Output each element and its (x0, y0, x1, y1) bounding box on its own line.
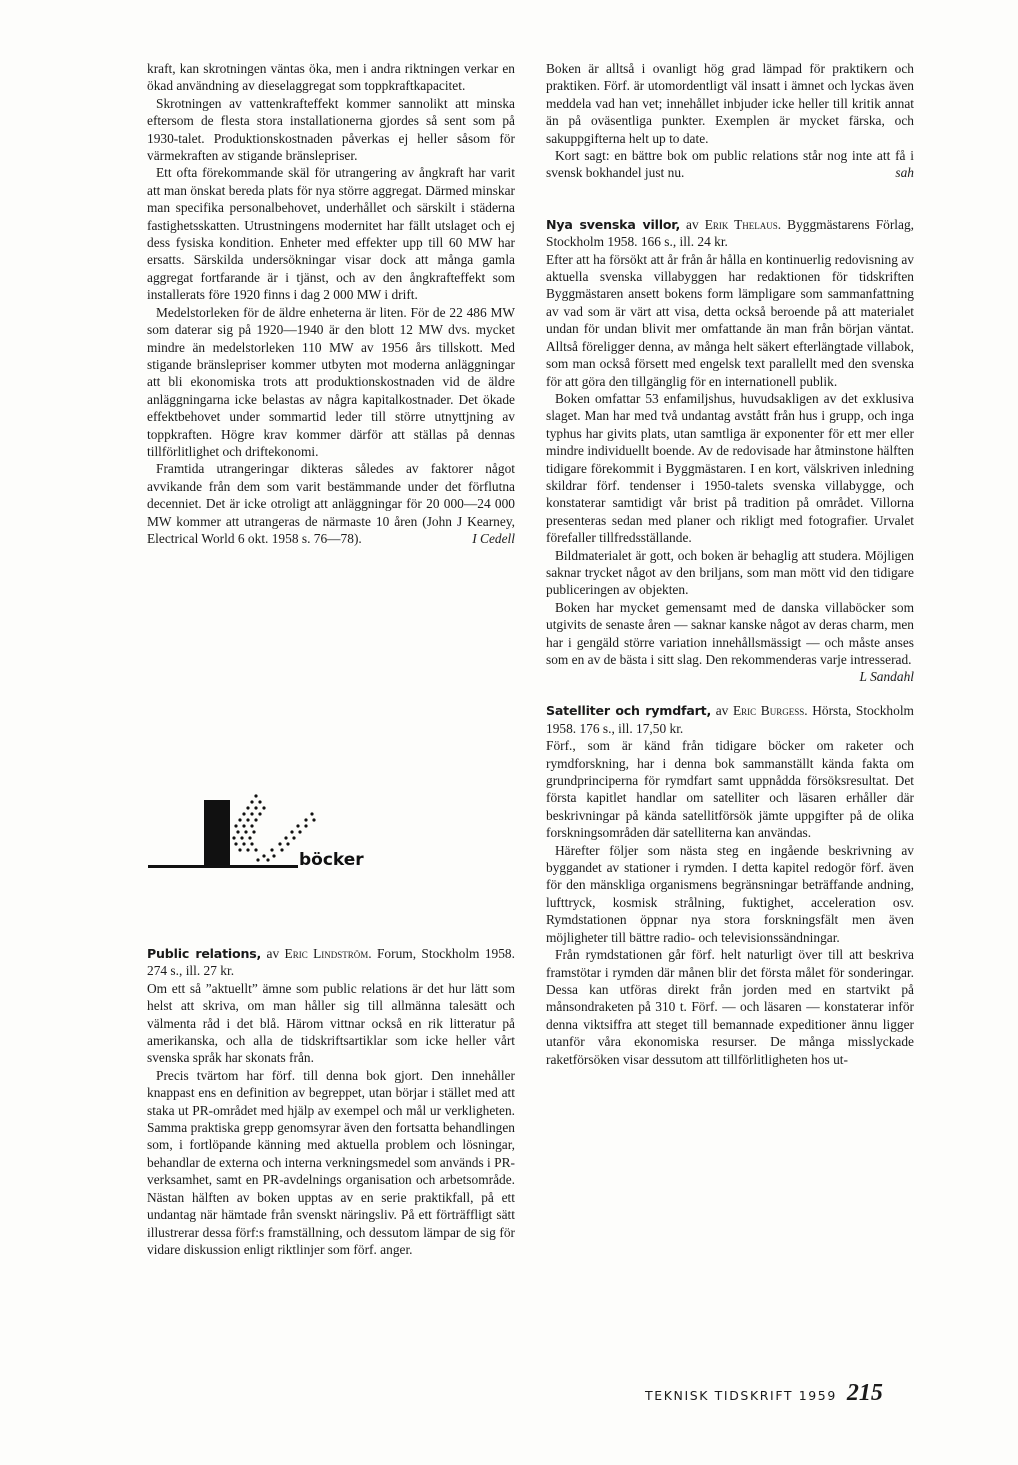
logo-book-block (204, 800, 230, 868)
paragraph: Förf., som är känd från tidigare böcker om raketer och rymdforskning, har i denna bok sammanställt kända fakta om grundprinciperna för rymdfart samt uppnådda försöksresultat. Det första kapitlet handlar om satelliter och läsaren erhåller där beskrivningar på kända satellitförsök jämte uppgifter på de olika forskningsområden där satelliterna kan användas. (546, 738, 914, 841)
paragraph: Skrotningen av vattenkrafteffekt kommer sannolikt att minska eftersom de flesta stora installationerna gjordes så sent som på 1930-talet. Produktionskostnaden påverkas ej heller såsom för värmekraften av stigande bränslepriser. (147, 95, 515, 164)
paragraph: Boken omfattar 53 enfamiljshus, huvudsakligen av det exklusiva slaget. Man har med två undantag avstått från hus i grupp, och inga typhus har givits plats, utan samtliga är exponenter för ett mer eller mindre individuellt boende. Av de redovisade har åtminstone hälften tidigare förekommit i Byggmästaren. I en kort, välskriven inledning skildrar förf. tendenser i 1950-talets svenska villabygge, och konstaterar samtidigt vår brist på tradition på området. Villorna presenteras sedan med planer och rikligt med fotografier. Urvalet förefaller tillfredsställande. (546, 390, 914, 546)
paragraph (546, 599, 914, 685)
paragraph-text: Boken har mycket gemensamt med de danska villaböcker som utgivits de senaste åren — saknar kanske något av deras charm, men har i gengäld större variation innehållsmässigt — och måste anses som en av de bästa i sitt slag. Den rekommenderas varje intresserad. (546, 599, 914, 667)
books-logo-graphic (148, 788, 398, 874)
books-section-logo (148, 788, 398, 874)
paragraph (147, 460, 515, 547)
paragraph-text: Framtida utrangeringar dikteras således av faktorer något avvikande från dem som varit bestämmande under det förflutna decenniet. Det är icke otroligt att anläggningar för 20 000—24 000 MW kommer att utrangeras de närmaste 10 åren (John J Kearney, Electrical World 6 okt. 1958 s. 76—78). (147, 461, 515, 546)
review-title: Satelliter och rymdfart, (546, 703, 712, 719)
left-column (147, 60, 515, 547)
review-satelliter (546, 702, 914, 1068)
signature: L Sandahl (859, 669, 914, 685)
right-column (546, 60, 914, 1068)
paragraph: Boken är alltså i ovanligt hög grad lämpad för praktikern och praktiken. Förf. är utomordentligt väl insatt i ämnet och lyckas även meddela vad han vet; innehållet inbjuder icke heller till kritik annat än på oväsentliga punkter. Exemplen är mycket färska, och sakuppgifterna helt up to date. (546, 61, 914, 146)
paragraph: Efter att ha försökt att år från år hålla en kontinuerlig redovisning av aktuella svenska villabyggen har redaktionen för tidskriften Byggmästaren ansett bokens form lämpligare som sammanfattning av vad som är värt att visa, detta också beroende på att materialet undan för undan blivit mer omfattande än man från början väntat. Alltså föreligger denna, av många helt säkert efterlängtade villabok, som man också försett med engelsk text parallellt med den svenska för att göra den tillgänglig för en internationell publik. (546, 251, 914, 389)
review-title: Public relations, (147, 946, 262, 961)
signature: sah (895, 165, 914, 181)
paragraph: kraft, kan skrotningen väntas öka, men i andra riktningen verkar en ökad användning av dieselaggregat som toppkraftkapacitet. (147, 61, 515, 94)
signature: I Cedell (472, 530, 515, 546)
paragraph: Precis tvärtom har förf. till denna bok gjort. Den innehåller knappast ens en definition av begreppet, utan börjar i stället med att staka ut PR-området med hjälp av exempel och mål ur verkligheten. Samma praktiska grepp genomsyrar även den fortsatta behandlingen som, i fortlöpande känning med aktuella problem och lösningar, behandlar de externa och interna verkningsmedel som används i PR-verksamhet, samt en PR-avdelnings organisation och arbetsområde. Nästan hälften av boken upptas av en serie praktikfall, på ett undantag när hämtade från svenskt näringsliv. På ett förträffligt sätt illustrerar dessa förf:s framställning, och dessutom lämpar de sig för vidare diskussion enligt riktlinjer som förf. anger. (147, 1067, 515, 1257)
review-heading (546, 216, 914, 251)
review-heading (147, 945, 515, 980)
books-section-label: böcker (299, 850, 364, 870)
paragraph: Ett ofta förekommande skäl för utrangering av ångkraft har varit att man önskat bereda plats för nya större aggregat. Därmed minskar man specifika personalbehovet, underhållet och särskilt i städerna fastighetsskatten. Utrustningens modernitet har fällt utslaget och ej dess fysiska kondition. Enheter med effekter upp till 60 MW har ersatts. Särskilda undersökningar visar dock att många gamla aggregat fortfarande är i tjänst, och av den ångkrafteffekt som installerats före 1920 finns i dag 2 000 MW i drift. (147, 165, 515, 303)
review-public-relations (147, 945, 515, 1258)
review-nya-svenska-villor (546, 216, 914, 685)
page-footer (645, 1380, 920, 1414)
review-by: av (266, 946, 280, 961)
review-publisher-details: Stockholm 1958. 274 s., ill. 27 kr. (147, 946, 515, 979)
review-publisher: Forum, (376, 946, 417, 961)
paragraph: Bildmaterialet är gott, och boken är behaglig att studera. Möjligen saknar trycket något av den briljans, som man mött vid den tidigare publiceringen av objekten. (546, 547, 914, 598)
page-number: 215 (846, 1380, 883, 1406)
paragraph: Om ett så ”aktuellt” ämne som public relations är det hur lätt som helst att skriva, om man håller sig till allmänna talesätt och välmenta råd i det blå. Härom vittnar också en rik litteratur på amerikanska, och alla de tidskriftsartiklar som icke heller vårt svenska språk har skonats från. (147, 980, 515, 1066)
review-author: Erik Thelaus. (704, 216, 782, 232)
review-title: Nya svenska villor, (546, 216, 681, 232)
review-author: Eric Lindström. (284, 946, 372, 961)
paragraph (546, 147, 914, 182)
paragraph-text: Kort sagt: en bättre bok om public relations står nog inte att få i svensk bokhandel just nu. (546, 148, 914, 181)
review-author: Eric Burgess. (732, 703, 808, 719)
paragraph: Från rymdstationen går förf. helt naturligt över till att beskriva framstötar i rymden där månen blir det första målet för sonderingar. Dessa kan utföras direkt från jorden med en startvikt på månsondraketen på 310 t. Förf. — och läsaren — konstaterar inför denna viktsiffra att steget till bemannade expeditioner ännu ligger utanför våra ekonomiska resurser. De många misslyckade raketförsöken visar dessutom att tillförlitligheten hos ut- (546, 947, 914, 1067)
paragraph: Härefter följer som nästa steg en ingående beskrivning av byggandet av stationer i rymden. I detta kapitel redogör förf. även för den mänskliga organismens begränsningar beträffande andning, lufttryck, kosmisk strålning, fuktighet, acceleration osv. Rymdstationen öppnar nya stora forskningsfält men även möjligheter till bättre radio- och televisionssändningar. (546, 842, 914, 945)
review-by: av (715, 703, 729, 719)
review-heading (546, 702, 914, 737)
review-by: av (686, 216, 699, 232)
review-publisher: Byggmästarens Förlag, Stockholm 1958. 166 s., ill. 24 kr. (546, 216, 914, 250)
review-publisher: Hörsta, Stockholm 1958. 176 s., ill. 17,50 kr. (546, 703, 914, 736)
paragraph: Medelstorleken för de äldre enheterna är liten. För de 22 486 MW som daterar sig på 1920—1940 är den blott 12 MW dvs. mycket mindre än medelstorleken 110 MW av 1956 års tillskott. Med stigande bränslepriser kommer utbyten mot moderna anläggningar att bli ekonomiska trots att produktionskostnaden vid de äldre anläggningarna icke belastas av några kapitalkostnader. Det ökade effektbehovet under sommartid leder till större utnyttjning av toppkraften. Högre krav kommer därför att ställas på dennas tillförlitlighet och driftekonomi. (147, 304, 515, 459)
journal-name: TEKNISK TIDSKRIFT 1959 (645, 1388, 837, 1403)
